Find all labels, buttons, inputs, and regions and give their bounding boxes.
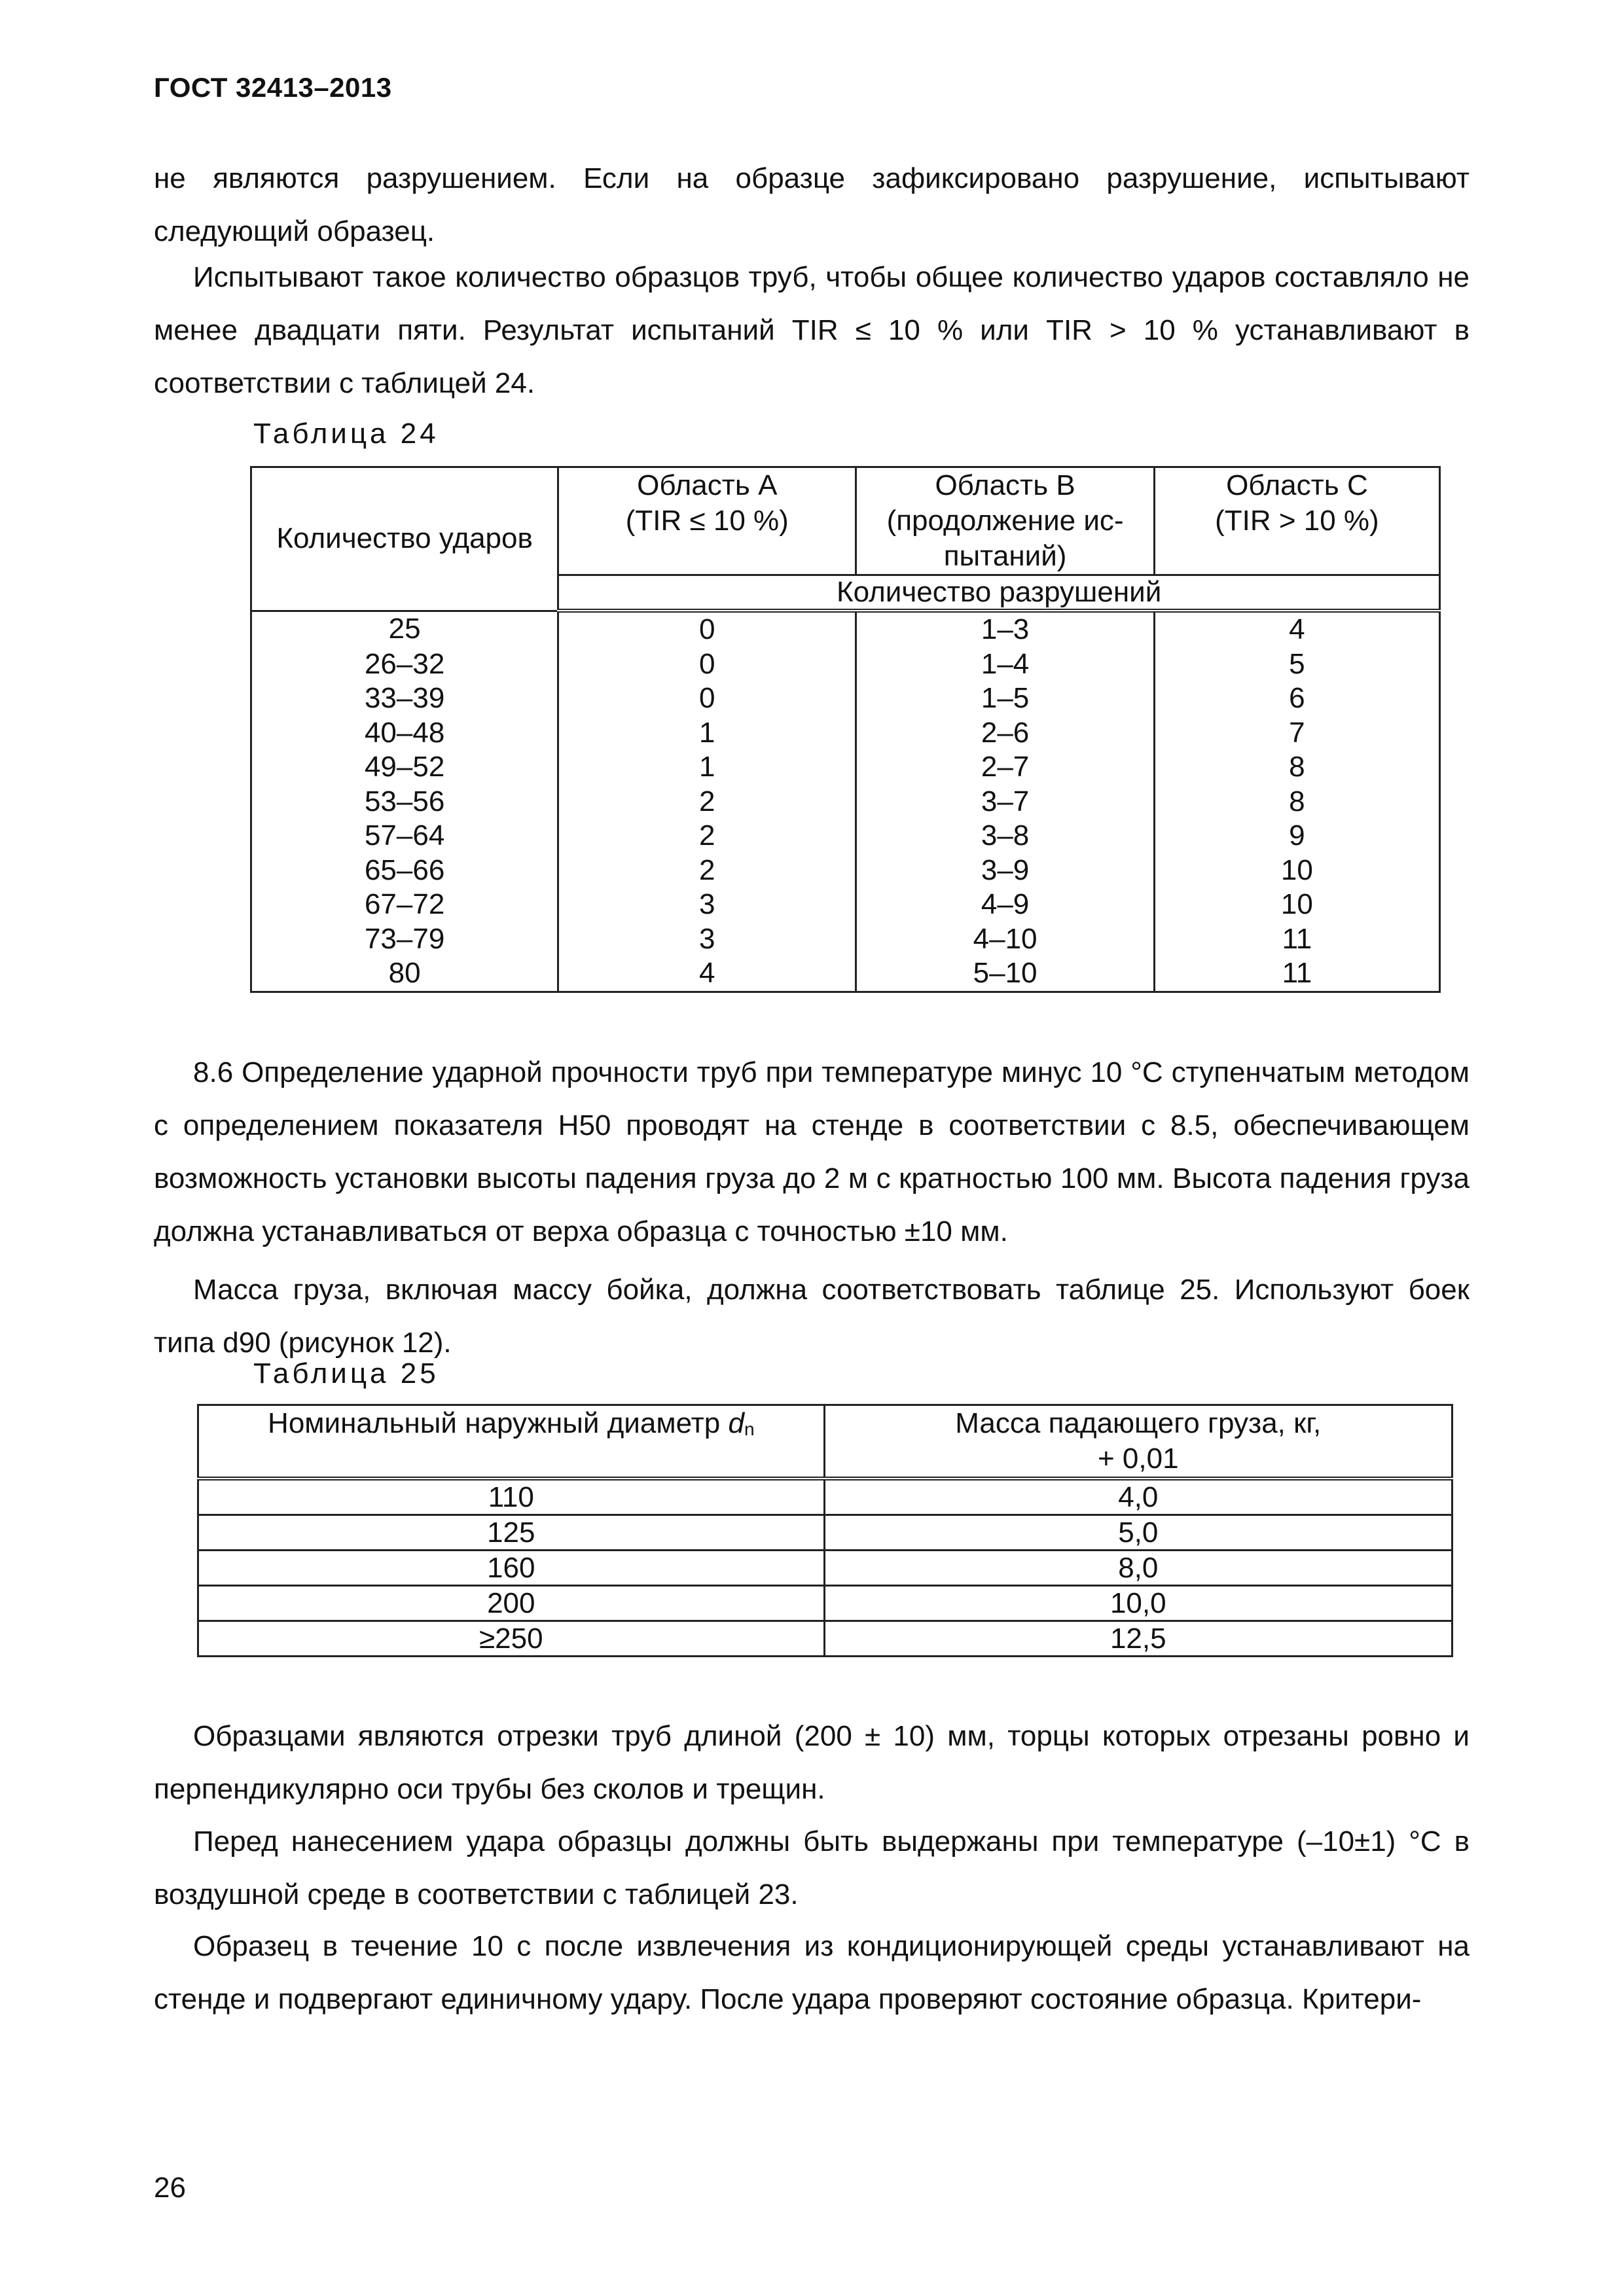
table-cell: 10 bbox=[1154, 888, 1439, 922]
table-24 bbox=[250, 466, 1441, 993]
paragraph-4: Масса груза, включая массу бойка, должна соответствовать таблице 25. Используют боек типа d90 (рисунок 12). bbox=[154, 1274, 1470, 1359]
table-cell: 2 bbox=[558, 819, 856, 853]
table-row bbox=[251, 922, 1440, 957]
header-area-b bbox=[856, 467, 1154, 575]
table-cell: 1 bbox=[558, 750, 856, 785]
mass-label: Масса падающего груза, кг, bbox=[955, 1407, 1322, 1439]
table-25-caption: Таблица 25 bbox=[253, 1357, 439, 1390]
table-cell: ≥250 bbox=[198, 1621, 825, 1657]
table-cell: 53–56 bbox=[251, 785, 558, 819]
table-row bbox=[251, 611, 1440, 647]
table-cell: 160 bbox=[198, 1551, 825, 1586]
table-cell: 73–79 bbox=[251, 922, 558, 957]
header-mass bbox=[824, 1405, 1452, 1479]
paragraph-5: Образцами являются отрезки труб длиной (200 ± 10) мм, торцы которых отрезаны ровно и перпендикулярно оси трубы без сколов и трещин. bbox=[154, 1720, 1470, 1805]
table-cell: 7 bbox=[1154, 716, 1439, 751]
header-diameter bbox=[198, 1405, 825, 1479]
table-24-caption: Таблица 24 bbox=[253, 418, 439, 450]
table-cell: 80 bbox=[251, 956, 558, 992]
table-cell: 12,5 bbox=[824, 1621, 1452, 1657]
table-row bbox=[251, 647, 1440, 682]
table-cell: 57–64 bbox=[251, 819, 558, 853]
table-25 bbox=[197, 1404, 1453, 1657]
table-cell: 1–3 bbox=[856, 611, 1154, 647]
table-cell: 65–66 bbox=[251, 853, 558, 888]
header-area-a bbox=[558, 467, 856, 575]
table-cell: 4 bbox=[558, 956, 856, 992]
header-area-c bbox=[1154, 467, 1439, 575]
area-c-label: Область С bbox=[1226, 469, 1368, 501]
area-a-label: Область А bbox=[637, 469, 778, 501]
table-cell: 40–48 bbox=[251, 716, 558, 751]
paragraph-2: Испытывают такое количество образцов труб, чтобы общее количество ударов составляло не менее двадцати пяти. Результат испытаний TIR ≤ 10 % или TIR > 10 % устанавливают в соответствии с таблицей 24. bbox=[154, 261, 1470, 399]
table-cell: 5–10 bbox=[856, 956, 1154, 992]
table-cell: 11 bbox=[1154, 922, 1439, 957]
table-cell: 0 bbox=[558, 611, 856, 647]
table-cell: 8,0 bbox=[824, 1551, 1452, 1586]
table-cell: 10,0 bbox=[824, 1586, 1452, 1621]
table-cell: 5,0 bbox=[824, 1515, 1452, 1551]
diameter-symbol: d bbox=[728, 1407, 744, 1439]
header-failures: Количество разрушений bbox=[558, 575, 1440, 611]
table-cell: 3–8 bbox=[856, 819, 1154, 853]
table-row bbox=[251, 681, 1440, 716]
table-24-header-row bbox=[251, 467, 1440, 575]
table-row bbox=[198, 1515, 1453, 1551]
area-c-sub: (TIR > 10 %) bbox=[1215, 505, 1379, 537]
table-cell: 9 bbox=[1154, 819, 1439, 853]
table-cell: 6 bbox=[1154, 681, 1439, 716]
table-row bbox=[251, 888, 1440, 922]
table-cell: 1 bbox=[558, 716, 856, 751]
table-row bbox=[251, 853, 1440, 888]
table-row bbox=[198, 1479, 1453, 1515]
table-cell: 2 bbox=[558, 785, 856, 819]
area-b-sub-1: (продолжение ис- bbox=[886, 505, 1124, 537]
page-number: 26 bbox=[154, 2172, 186, 2204]
area-b-label: Область В bbox=[935, 469, 1075, 501]
table-cell: 8 bbox=[1154, 750, 1439, 785]
table-cell: 2–7 bbox=[856, 750, 1154, 785]
header-impacts: Количество ударов bbox=[251, 467, 558, 611]
table-25-header-row bbox=[198, 1405, 1453, 1479]
table-cell: 10 bbox=[1154, 853, 1439, 888]
table-cell: 0 bbox=[558, 681, 856, 716]
table-cell: 200 bbox=[198, 1586, 825, 1621]
table-cell: 4–9 bbox=[856, 888, 1154, 922]
table-cell: 26–32 bbox=[251, 647, 558, 682]
table-row bbox=[198, 1586, 1453, 1621]
mass-tolerance: + 0,01 bbox=[1098, 1443, 1179, 1475]
table-cell: 2–6 bbox=[856, 716, 1154, 751]
table-row bbox=[251, 750, 1440, 785]
table-cell: 0 bbox=[558, 647, 856, 682]
table-cell: 4,0 bbox=[824, 1479, 1452, 1515]
table-row bbox=[198, 1551, 1453, 1586]
table-cell: 2 bbox=[558, 853, 856, 888]
table-cell: 3 bbox=[558, 922, 856, 957]
table-cell: 11 bbox=[1154, 956, 1439, 992]
table-cell: 33–39 bbox=[251, 681, 558, 716]
table-cell: 67–72 bbox=[251, 888, 558, 922]
table-cell: 110 bbox=[198, 1479, 825, 1515]
document-header: ГОСТ 32413–2013 bbox=[154, 72, 392, 103]
area-a-sub: (TIR ≤ 10 %) bbox=[625, 505, 789, 537]
table-cell: 49–52 bbox=[251, 750, 558, 785]
table-cell: 8 bbox=[1154, 785, 1439, 819]
diameter-subscript: n bbox=[744, 1419, 755, 1439]
table-cell: 1–5 bbox=[856, 681, 1154, 716]
table-24-body bbox=[251, 611, 1440, 992]
table-cell: 25 bbox=[251, 611, 558, 647]
table-cell: 4–10 bbox=[856, 922, 1154, 957]
area-b-sub-2: пытаний) bbox=[943, 540, 1067, 572]
table-cell: 3 bbox=[558, 888, 856, 922]
table-cell: 3–9 bbox=[856, 853, 1154, 888]
table-cell: 4 bbox=[1154, 611, 1439, 647]
table-row bbox=[251, 785, 1440, 819]
table-cell: 1–4 bbox=[856, 647, 1154, 682]
paragraph-3: 8.6 Определение ударной прочности труб при температуре минус 10 °С ступенчатым методом с определением показателя Н50 проводят на стенде в соответствии с 8.5, обеспечивающем возможность установки высоты падения груза до 2 м с кратностью 100 мм. Высота падения груза должна устанавливаться от верха образца с точностью ±10 мм. bbox=[154, 1056, 1470, 1247]
table-cell: 125 bbox=[198, 1515, 825, 1551]
paragraph-6: Перед нанесением удара образцы должны быть выдержаны при температуре (–10±1) °С в воздушной среде в соответствии с таблицей 23. bbox=[154, 1825, 1470, 1910]
paragraph-1: не являются разрушением. Если на образце зафиксировано разрушение, испытывают следующий образец. bbox=[154, 162, 1470, 247]
paragraph-7: Образец в течение 10 с после извлечения из кондиционирующей среды устанавливают на стенде и подвергают единичному удару. После удара проверяют состояние образца. Критери- bbox=[154, 1930, 1470, 2015]
table-row bbox=[251, 819, 1440, 853]
table-cell: 3–7 bbox=[856, 785, 1154, 819]
table-row bbox=[251, 716, 1440, 751]
table-25-body bbox=[198, 1479, 1453, 1657]
table-row bbox=[198, 1621, 1453, 1657]
diameter-label: Номинальный наружный диаметр bbox=[268, 1407, 729, 1439]
table-cell: 5 bbox=[1154, 647, 1439, 682]
table-row bbox=[251, 956, 1440, 992]
